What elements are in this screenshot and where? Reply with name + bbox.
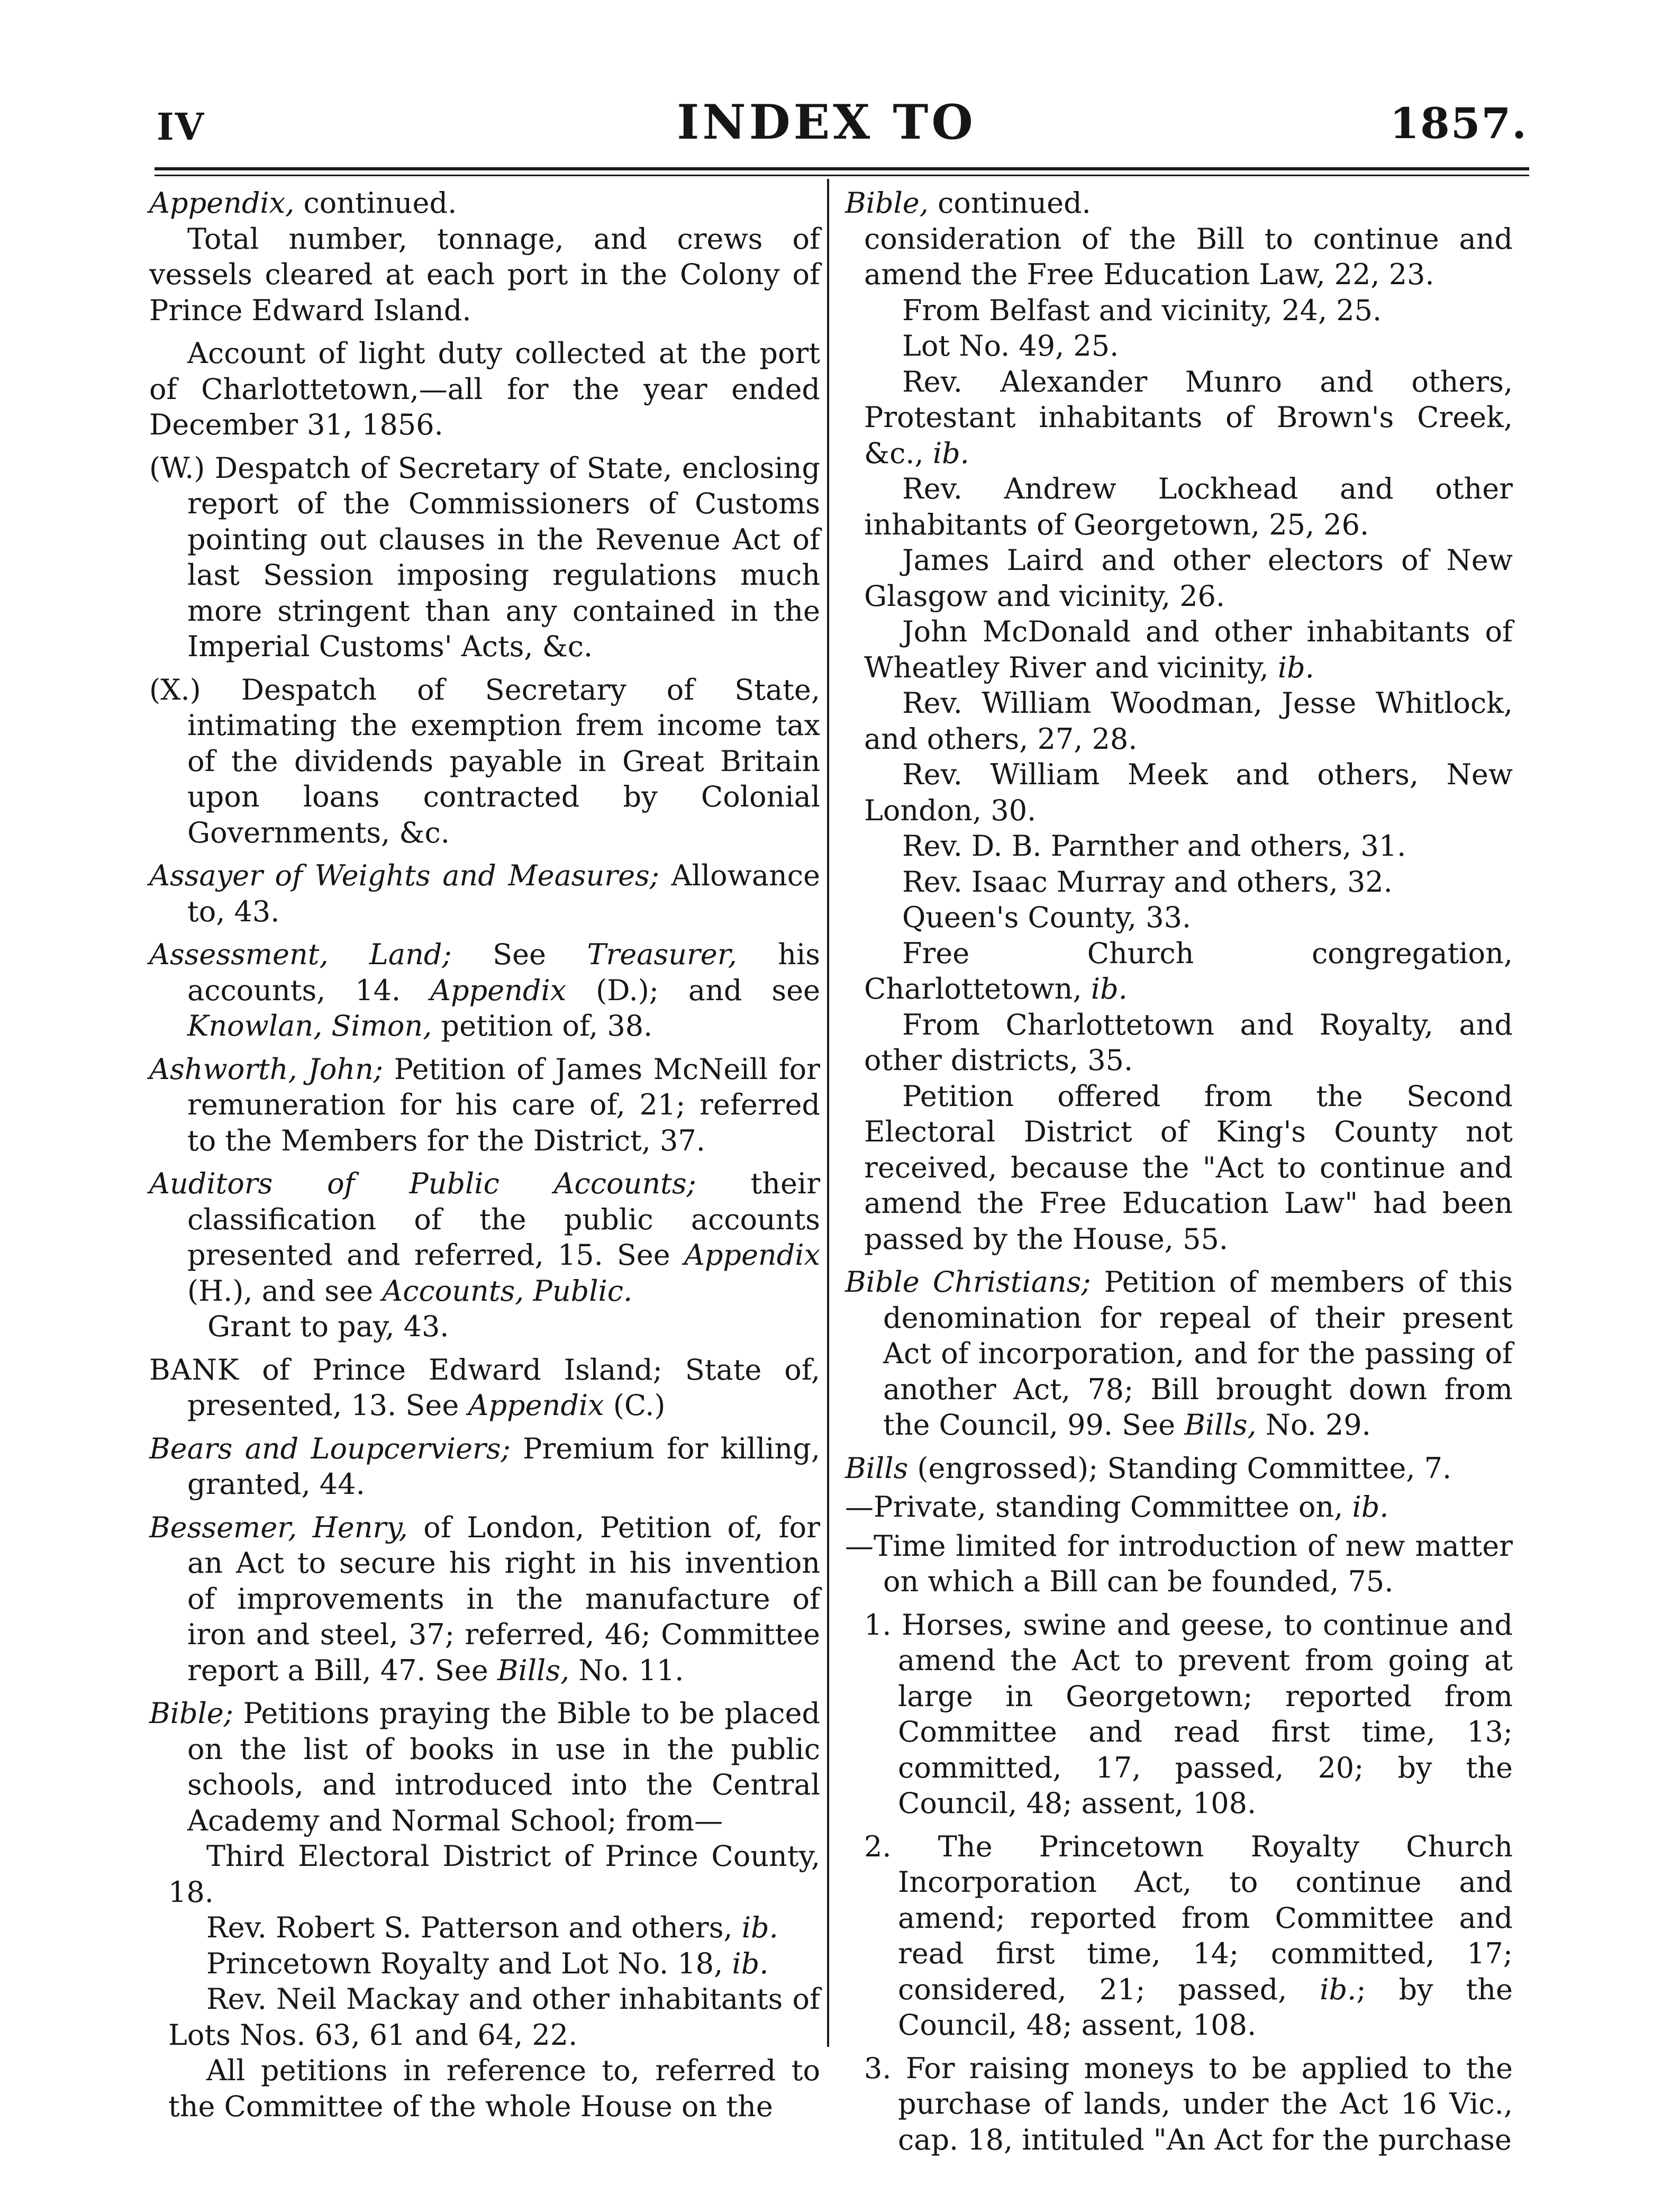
index-entry-bessemer [149,1510,820,1689]
cross-reference: ib. [1352,1490,1389,1524]
entry-text: Allowance to, 43. [187,859,820,928]
entry-text: petition of, 38. [432,1009,653,1042]
column-divider [827,179,829,2047]
entry-text: Petitions praying the Bible to be placed on the list of books in use in the public schools, and introduced into the Central Academy and Normal School; from— [187,1697,820,1837]
entry-heading: Ashworth, John; [149,1052,384,1086]
entry-text: Petition of James McNeill for remuneration for his care of, 21; referred to the Members for the District, 37. [187,1052,820,1157]
index-entry-appendix [149,185,820,221]
entry-heading: Bible; [149,1697,233,1730]
bible-petition: James Laird and other electors of New Glasgow and vicinity, 26. [864,543,1513,613]
bible-petition: Rev. Neil Mackay and other inhabitants of Lots Nos. 63, 61 and 64, 22. [168,1982,820,2052]
index-entry-assessment [149,937,820,1044]
entry-heading: Assessment, Land; [149,938,452,971]
bible-petition [149,1946,820,1982]
cross-reference: ib. [1320,1972,1357,2006]
bible-petition: From Belfast and vicinity, 24, 25. [902,293,1382,327]
cross-reference: Knowlan, Simon, [187,1009,432,1042]
header-rule-thick [155,167,1529,170]
entry-text: of Prince Edward Island; State of, presented, 13. See [187,1353,820,1422]
index-entry-bible-christians [845,1264,1513,1443]
bible-petition [845,364,1513,472]
entry-text: Rev. Robert S. Patterson and others, [206,1911,742,1944]
bible-petition: Petition offered from the Second Electoral District of King's County not received, because the "Act to continue and amend the Free Education Law" had been passed by the House, 55. [864,1079,1513,1256]
entry-text: (engrossed); Standing Committee, 7. [908,1451,1452,1485]
entry-text: (C.) [604,1389,666,1422]
entry-heading: Bible, [845,186,929,220]
bible-petition: Rev. Andrew Lockhead and other inhabitants of Georgetown, 25, 26. [864,472,1513,541]
bible-petition: Rev. Isaac Murray and others, 32. [902,865,1393,899]
bible-continuation: consideration of the Bill to continue and amend the Free Education Law, 22, 23. [864,222,1513,291]
entry-text: ; by the Council, 48; assent, 108. [898,1972,1513,2042]
cross-reference: Treasurer, [587,938,737,971]
bible-petition [149,1910,820,1946]
cross-reference: Accounts, Public. [382,1274,633,1308]
bible-petition [845,936,1513,1007]
entry-text: —Private, standing Committee on, [845,1490,1352,1524]
bible-petition: Lot No. 49, 25. [902,329,1119,362]
entry-text: Premium for killing, granted, 44. [187,1431,820,1501]
entry-text: Princetown Royalty and Lot No. 18, [206,1946,732,1980]
cross-reference: ib. [741,1911,778,1944]
appendix-item-w: (W.) Despatch of Secretary of State, enclosing report of the Commissioners of Customs pointing out clauses in the Revenue Act of last Session imposing regulations much more stringent than any contained in the Imperial Customs' Acts, &c. [149,451,820,663]
entry-text: (D.); and see [566,973,820,1007]
page-title: INDEX TO [677,94,976,150]
appendix-paragraph: Account of light duty collected at the port of Charlottetown,—all for the year ended December 31, 1856. [149,337,820,441]
bill-item-1: 1. Horses, swine and geese, to continue and amend the Act to prevent from going at large in Georgetown; reported from Committee and read first time, 13; committed, 17, passed, 20; by the Council, 48; assent, 108. [864,1608,1513,1820]
entry-text: No. 11. [569,1653,684,1687]
bills-private [845,1489,1513,1525]
entry-text: of London, Petition of, for an Act to secure his right in his invention of improvements in the manufacture of iron and steel, 37; referred, 46; Committee report a Bill, 47. See [187,1510,820,1687]
entry-text: continued. [294,186,457,220]
entry-text: See [451,938,587,971]
entry-text: Free Church congregation, Charlottetown, [864,936,1513,1005]
index-entry-ashworth [149,1051,820,1159]
cross-reference: Appendix [430,973,567,1007]
entry-text: Petition of members of this denomination for repeal of their present Act of incorporation, and for the passing of another Act, 78; Bill brought down from the Council, 99. See [883,1265,1513,1442]
cross-reference: ib. [1277,650,1314,684]
cross-reference: ib. [732,1946,769,1980]
cross-reference: ib. [1091,972,1128,1005]
cross-reference: Bills, [497,1653,570,1687]
page-number: IV [157,105,205,149]
entry-heading: Bible Christians; [845,1265,1091,1299]
entry-heading: Appendix, [149,186,295,220]
index-entry-bible [149,1696,820,1838]
index-entry-assayer [149,858,820,929]
bible-petition: All petitions in reference to, referred to the Committee of the whole House on the [168,2054,820,2123]
bible-petition: Queen's County, 33. [902,901,1192,934]
entry-heading: Bessemer, Henry, [149,1510,408,1544]
bill-item-3: 3. For raising moneys to be applied to the purchase of lands, under the Act 16 Vic., cap. 18, intituled "An Act for the purchase [864,2051,1513,2156]
bills-time-limited: —Time limited for introduction of new matter on which a Bill can be founded, 75. [845,1529,1513,1598]
entry-text: continued. [928,186,1091,220]
cross-reference: Appendix [684,1238,820,1272]
entry-heading: Bills [845,1451,909,1485]
bible-petition: From Charlottetown and Royalty, and other districts, 35. [864,1008,1513,1077]
page-header [0,0,1653,175]
appendix-item-x: (X.) Despatch of Secretary of State, intimating the exemption frem income tax of the dividends payable in Great Britain upon loans contracted by Colonial Governments, &c. [149,673,820,849]
entry-heading: Bears and Loupcerviers; [149,1431,511,1465]
index-entry-bills [845,1451,1513,1486]
entry-text: Rev. Alexander Munro and others, Protestant inhabitants of Brown's Creek, &c., [864,365,1513,470]
header-rule-thin [155,175,1529,176]
cross-reference: ib. [932,436,969,470]
entry-heading: Assayer of Weights and Measures; [149,859,659,892]
cross-reference: Bills, [1184,1408,1257,1442]
entry-text: (H.), and see [187,1274,383,1308]
bible-petition [845,614,1513,685]
bible-petition: Rev. William Woodman, Jesse Whitlock, and others, 27, 28. [864,686,1513,756]
entry-text: his accounts, 14. [187,938,820,1007]
bible-petition: Rev. D. B. Parnther and others, 31. [902,829,1406,863]
index-entry-bears [149,1431,820,1502]
bill-item-2 [845,1829,1513,2043]
cross-reference: Appendix [468,1389,604,1422]
entry-text: John McDonald and other inhabitants of Wheatley River and vicinity, [864,615,1513,684]
index-entry-auditors [149,1166,820,1309]
entry-heading: Auditors of Public Accounts; [149,1167,696,1200]
index-entry-bible-continued [845,185,1513,221]
auditors-grant: Grant to pay, 43. [207,1310,449,1343]
bible-petition: Rev. William Meek and others, New London, 30. [864,758,1513,827]
right-column [845,185,1513,2165]
bible-petition: Third Electoral District of Prince County, 18. [168,1839,820,1909]
appendix-paragraph: Total number, tonnage, and crews of vessels cleared at each port in the Colony of Prince Edward Island. [149,222,820,327]
entry-text: No. 29. [1256,1408,1371,1442]
entry-text: 2. The Princetown Royalty Church Incorporation Act, to continue and amend; reported from Committee and read first time, 14; committed, 17; considered, 21; passed, [864,1829,1513,2006]
left-column [149,185,820,2132]
index-entry-bank [149,1352,820,1424]
entry-text: their classification of the public accounts presented and referred, 15. See [187,1167,821,1272]
page-year: 1857. [1389,98,1528,148]
entry-heading: BANK [149,1353,240,1386]
